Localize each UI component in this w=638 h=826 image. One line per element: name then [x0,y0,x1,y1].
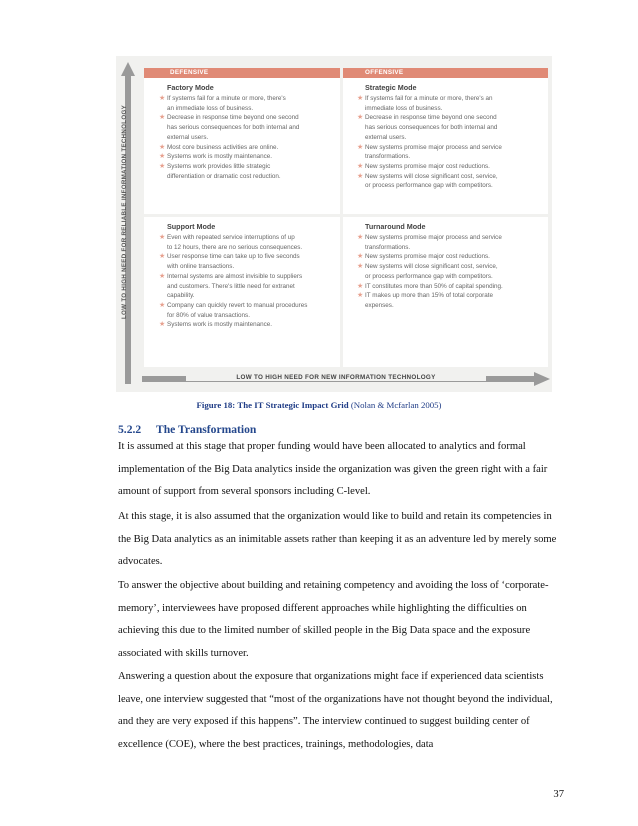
star-icon: ★ [357,143,364,151]
page-number: 37 [553,789,564,800]
star-icon: ★ [357,292,364,300]
bullet-item-continued: transformations. [365,153,411,161]
star-icon: ★ [357,263,364,271]
bullet-item: ★ Systems work provides little strategic [159,162,271,170]
paragraph: Answering a question about the exposure that organizations might face if experienced data scientists leave, one interview suggested that “most of the organizations have not thought beyond the individual, and they are very exposed if this happens”. The interview continued to suggest building center of excellence (COE), where the best practices, trainings, methodologies, data [118,671,553,750]
bullet-item: ★ If systems fail for a minute or more, there's [159,95,286,102]
star-icon: ★ [159,162,166,170]
bullet-item-continued: differentiation or dramatic cost reduction. [167,172,281,180]
bullet-item: ★ New systems promise major process and service [357,234,502,241]
bullet-item-continued: external users. [167,133,209,141]
star-icon: ★ [357,172,364,180]
bullet-item: ★ Systems work is mostly maintenance. [159,153,272,161]
bullet-item-continued: expenses. [365,301,394,309]
star-icon: ★ [159,143,166,151]
bullet-item: ★ Company can quickly revert to manual procedures [159,301,308,309]
y-axis-label: LOW TO HIGH NEED FOR RELIABLE INFORMATION TECHNOLOGY [121,104,128,320]
quadrant-title: Factory Mode [167,83,214,92]
star-icon: ★ [357,234,364,241]
bullet-item: ★ IT constitutes more than 50% of capital spending. [357,282,503,290]
strategic-mode-quadrant [343,78,548,214]
bullet-item-continued: has serious consequences for both internal and [167,124,300,132]
bullet-list [343,94,548,191]
bullet-list [144,233,340,330]
bullet-item-continued: for 80% of value transactions. [167,311,250,319]
factory-mode-quadrant [144,78,340,214]
star-icon: ★ [357,253,364,261]
caption-source: (Nolan & Mcfarlan 2005) [350,400,442,410]
caption-title: The IT Strategic Impact Grid [237,400,349,410]
star-icon: ★ [159,301,166,309]
bullet-item: ★ New systems promise major cost reductions. [357,253,490,261]
offensive-band: OFFENSIVE [343,68,548,78]
star-icon: ★ [159,321,166,329]
paragraph: At this stage, it is also assumed that the organization would like to build and retain its competencies in the Big Data analytics as an inimitable assets rather than keeping it as an adventure led by merely some advocates. [118,511,557,568]
bullet-item-continued: capability. [167,292,195,300]
star-icon: ★ [159,114,166,122]
bullet-item-continued: external users. [365,133,407,141]
it-strategic-impact-grid-figure [116,56,552,392]
bullet-item: ★ If systems fail for a minute or more, there's an [357,95,493,102]
star-icon: ★ [159,153,166,161]
bullet-item-continued: has serious consequences for both internal and [365,124,498,132]
bullet-item-continued: and customers. There's little need for extranet [167,282,295,290]
bullet-item-continued: immediate loss of business. [365,104,443,112]
star-icon: ★ [159,253,166,261]
turnaround-mode-quadrant [343,217,548,367]
figure-caption [0,400,638,410]
section-title: The Transformation [156,423,257,436]
section-number: 5.2.2 [118,423,142,436]
bullet-item-continued: or process performance gap with competitors. [365,272,493,280]
bullet-item-continued: or process performance gap with competitors. [365,182,493,190]
bullet-item-continued: to 12 hours, there are no serious consequences. [167,243,303,251]
bullet-item: ★ New systems promise major cost reductions. [357,162,490,170]
section-heading [118,423,256,436]
support-mode-quadrant [144,217,340,367]
bullet-item: ★ Systems work is mostly maintenance. [159,321,272,329]
star-icon: ★ [159,272,166,280]
quadrant-title: Strategic Mode [365,83,417,92]
bullet-item: ★ New systems will close significant cost, service, [357,263,498,271]
bullet-list [144,94,340,181]
star-icon: ★ [159,234,166,241]
bullet-item: ★ Decrease in response time beyond one second [357,114,497,122]
bullet-item: ★ User response time can take up to five seconds [159,253,300,261]
defensive-band: DEFENSIVE [144,68,340,78]
star-icon: ★ [357,114,364,122]
bullet-item: ★ IT makes up more than 15% of total corporate [357,292,493,300]
star-icon: ★ [159,95,166,102]
bullet-item: ★ New systems will close significant cost, service, [357,172,498,180]
bullet-item-continued: an immediate loss of business. [167,104,254,112]
paragraph: It is assumed at this stage that proper funding would have been allocated to analytics and formal implementation of the Big Data analytics inside the organization was given the green right with a fair amount of support from several sponsors including C-level. [118,441,548,498]
star-icon: ★ [357,162,364,170]
bullet-item: ★ Most core business activities are online. [159,143,279,151]
bullet-item: ★ Decrease in response time beyond one second [159,114,299,122]
caption-label: Figure 18: [196,400,236,410]
bullet-item-continued: transformations. [365,243,411,251]
bullet-item: ★ New systems promise major process and service [357,143,502,151]
quadrant-title: Support Mode [167,222,216,231]
bullet-item-continued: with online transactions. [167,263,235,271]
quadrant-title: Turnaround Mode [365,222,426,231]
bullet-item: ★ Internal systems are almost invisible to suppliers [159,272,303,280]
star-icon: ★ [357,95,364,102]
bullet-list [343,233,548,311]
star-icon: ★ [357,282,364,290]
x-axis-label: LOW TO HIGH NEED FOR NEW INFORMATION TECHNOLOGY [186,374,486,381]
bullet-item: ★ Even with repeated service interruptions of up [159,234,295,241]
paragraph: To answer the objective about building and retaining competency and avoiding the loss of ‘corporate-memory’, interviewees have proposed different approaches while highlighting the difficulties on achieving this due to the limited number of skilled people in the Big Data space and the exposure associated with skills turnover. [118,580,549,659]
